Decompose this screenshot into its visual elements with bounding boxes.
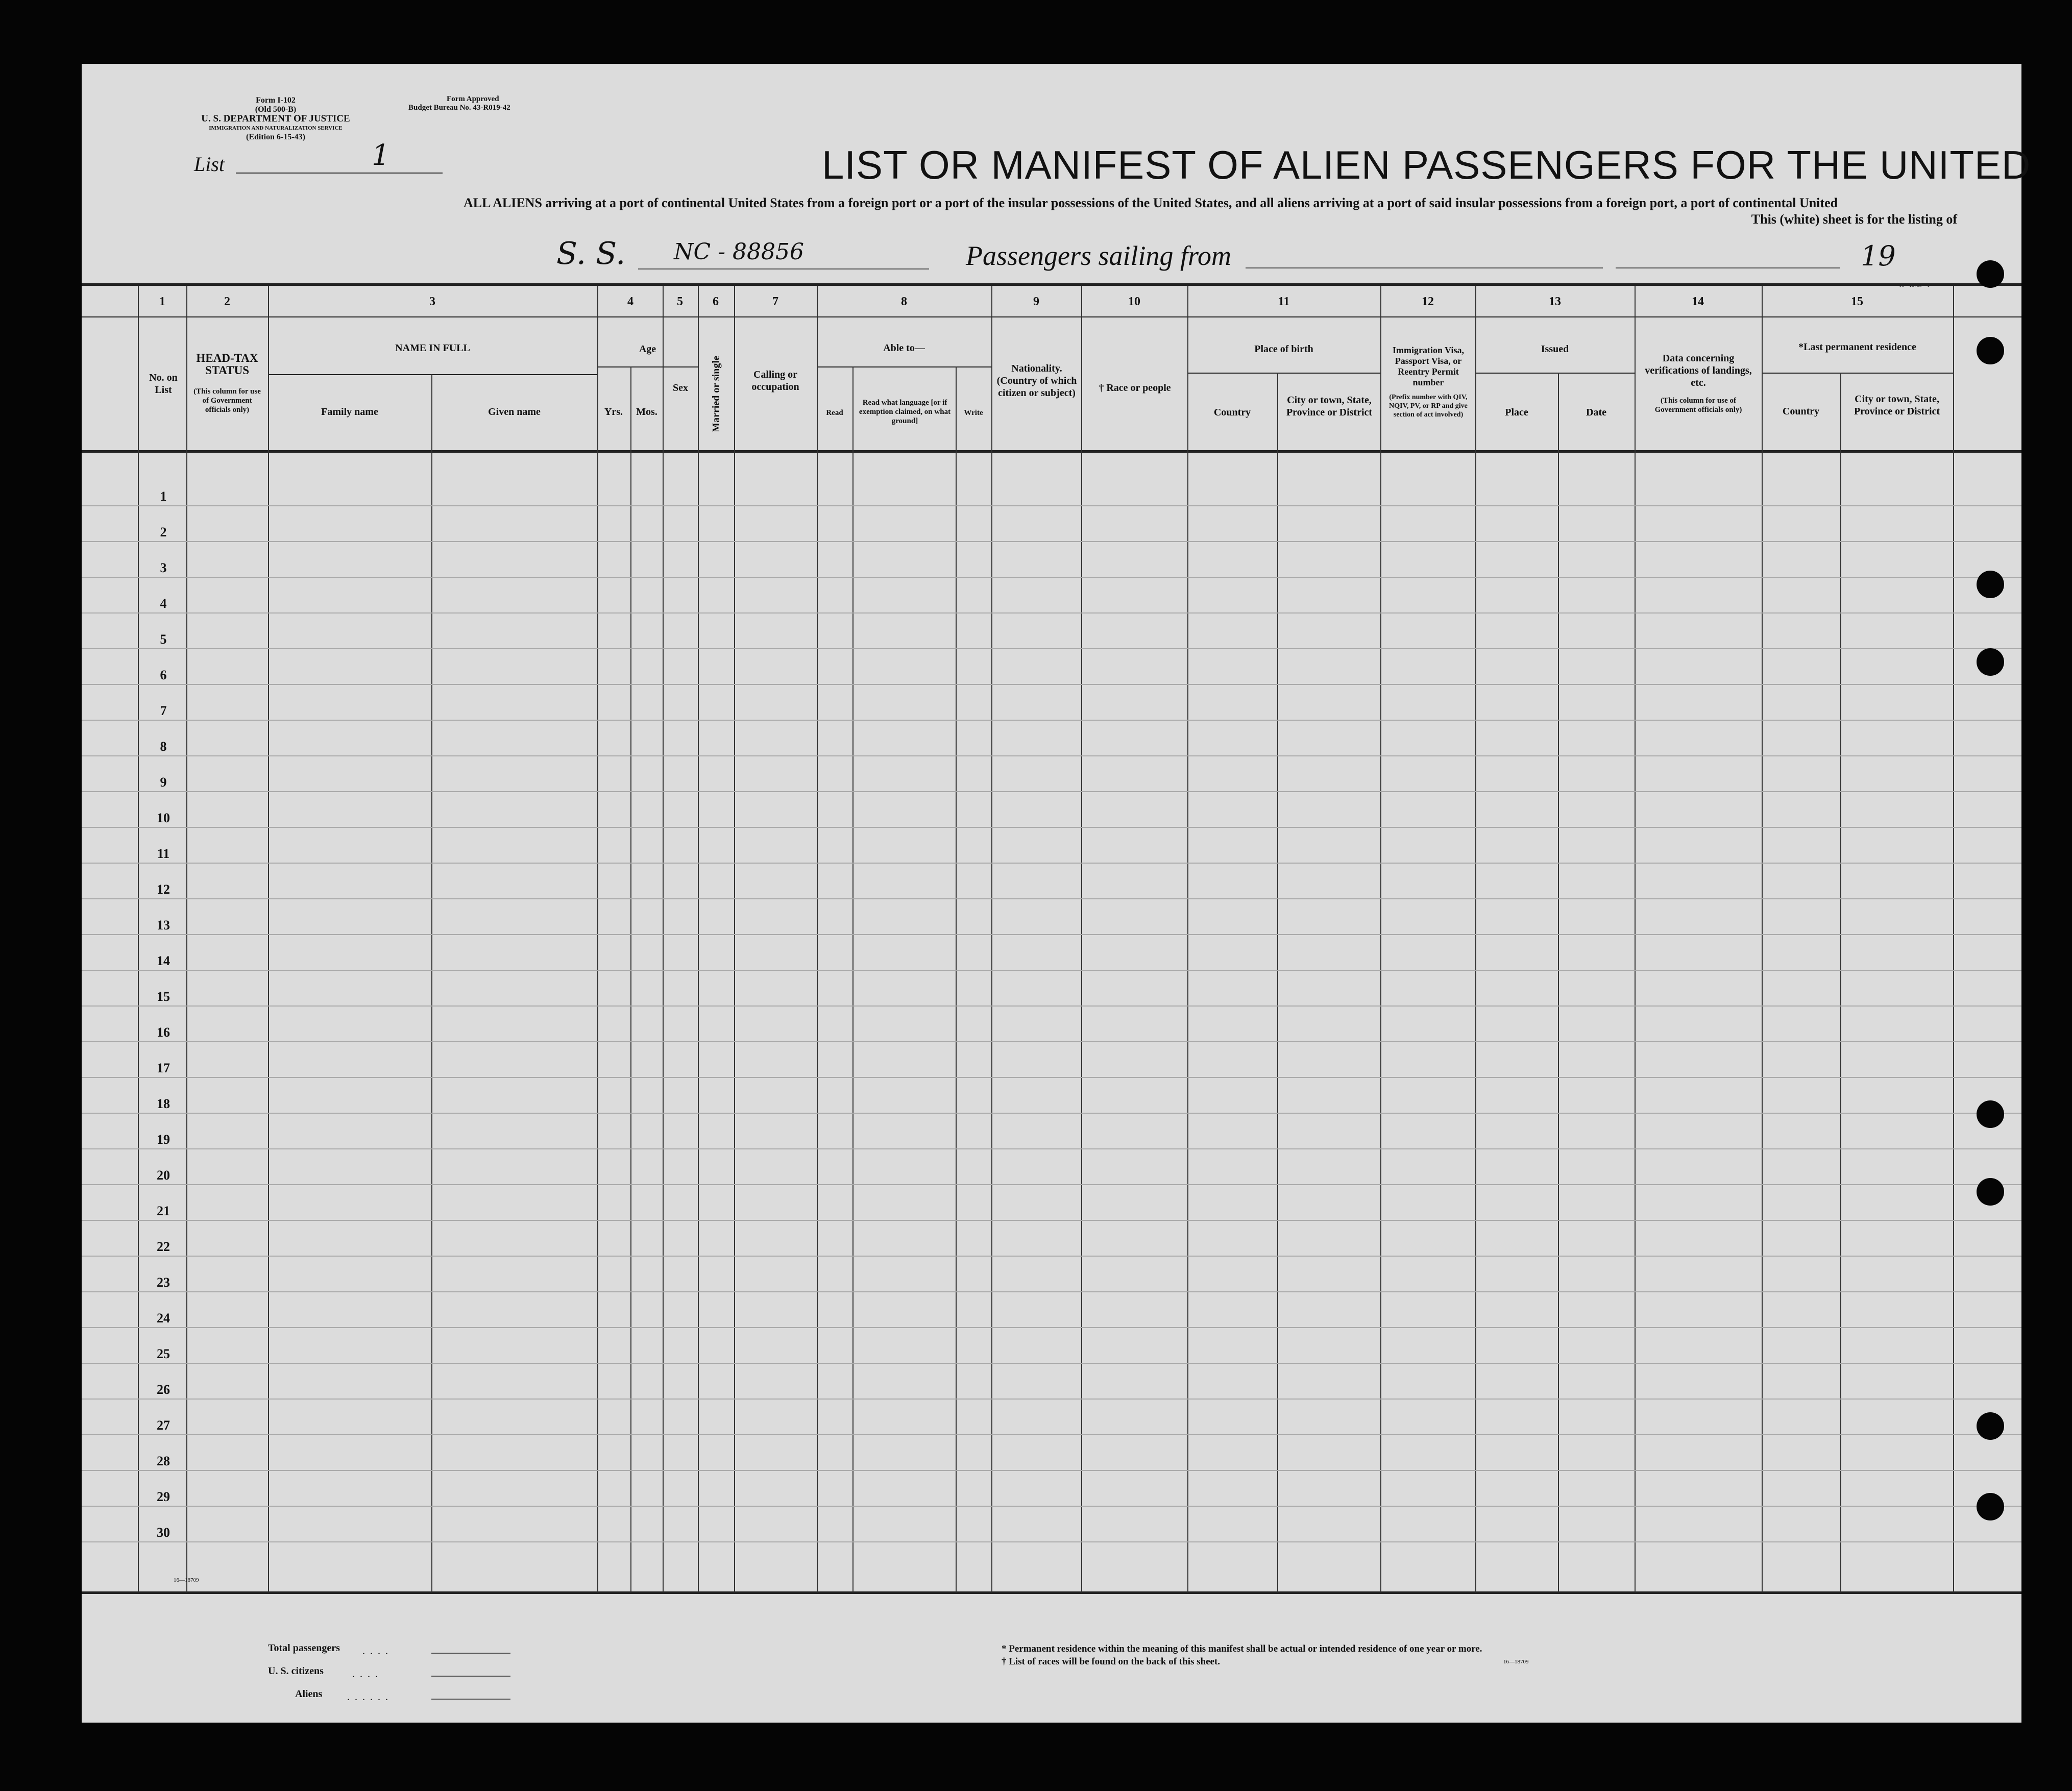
row-rule <box>82 1113 2021 1114</box>
form-header <box>168 96 383 142</box>
col-rule <box>991 286 992 1592</box>
row-number: 16 <box>157 1025 170 1040</box>
row-rule <box>82 505 2021 506</box>
col-rule <box>1762 286 1763 1592</box>
column-number: 13 <box>1549 295 1561 308</box>
col-rule <box>663 286 664 1592</box>
year-prefix: 19 <box>1861 240 1896 272</box>
row-rule <box>82 755 2021 756</box>
row-rule <box>82 720 2021 721</box>
table-top-rule <box>82 283 2021 286</box>
col-rule <box>1558 373 1559 1592</box>
leader-dots: .... <box>362 1646 393 1657</box>
service: IMMIGRATION AND NATURALIZATION SERVICE <box>209 125 343 131</box>
row-number: 19 <box>157 1132 170 1147</box>
budget-number: Budget Bureau No. 43-R019-42 <box>408 104 510 112</box>
header-name-in-full: NAME IN FULL <box>395 342 470 354</box>
row-number: 18 <box>157 1096 170 1111</box>
ship-prefix: S. S. <box>556 236 626 272</box>
col-rule <box>1475 286 1476 1592</box>
header-last-residence: *Last permanent residence <box>1798 341 1916 353</box>
issued-subheader-rule <box>1475 373 1635 374</box>
col-rule <box>431 374 432 1592</box>
form-number: Form I-102 <box>256 96 296 105</box>
header-calling-occupation: Calling or occupation <box>751 369 799 392</box>
header-bottom-rule <box>82 450 2021 453</box>
column-number: 15 <box>1851 295 1863 308</box>
row-number: 14 <box>157 953 170 968</box>
row-number: 23 <box>157 1275 170 1290</box>
row-rule <box>82 1363 2021 1364</box>
column-number: 5 <box>677 295 683 308</box>
age-subheader-rule <box>597 366 698 367</box>
header-no-on-list: No. on List <box>149 372 178 396</box>
sailing-from-label: Passengers sailing from <box>966 240 1232 271</box>
row-rule <box>82 1005 2021 1007</box>
row-number: 6 <box>160 668 167 682</box>
header-given-name: Given name <box>488 406 541 418</box>
row-rule <box>82 791 2021 792</box>
header-read-language: Read what language [or if exemption claimed, on what ground] <box>859 399 951 425</box>
header-issued-date: Date <box>1586 407 1606 418</box>
approval-block <box>408 95 562 112</box>
col-rule <box>1081 286 1082 1592</box>
col-rule <box>630 366 631 1592</box>
binder-hole <box>1977 337 2004 364</box>
row-rule <box>82 577 2021 578</box>
list-underline <box>236 173 443 174</box>
header-issued: Issued <box>1541 344 1569 355</box>
row-rule <box>82 1541 2021 1542</box>
row-number: 7 <box>160 703 167 718</box>
col-rule <box>817 286 818 1592</box>
row-rule <box>82 1327 2021 1328</box>
name-subheader-rule <box>268 374 597 375</box>
row-rule <box>82 612 2021 614</box>
column-number: 2 <box>224 295 230 308</box>
row-number: 26 <box>157 1382 170 1397</box>
department: U. S. DEPARTMENT OF JUSTICE <box>201 113 350 124</box>
header-residence-city: City or town, State, Province or District <box>1854 394 1940 417</box>
row-number: 2 <box>160 525 167 539</box>
row-rule <box>82 648 2021 649</box>
header-data-note: (This column for use of Government officials only) <box>1654 397 1742 414</box>
form-approved: Form Approved <box>447 95 499 103</box>
subtitle-line-2: This (white) sheet is for the listing of <box>1751 212 1957 227</box>
binder-hole <box>1977 1412 2004 1440</box>
column-number: 14 <box>1692 295 1704 308</box>
header-place-of-birth: Place of birth <box>1254 344 1313 355</box>
header-visa-note: (Prefix number with QIV, NQIV, PV, or RP and give section of act involved) <box>1389 394 1468 419</box>
row-rule <box>82 1184 2021 1185</box>
footnote-races: † List of races will be found on the back of this sheet. <box>1002 1656 1221 1667</box>
residence-subheader-rule <box>1762 373 1953 374</box>
ship-underline <box>638 268 929 269</box>
header-age-months: Mos. <box>636 406 657 418</box>
header-birth-city: City or town, State, Province or District <box>1286 395 1373 418</box>
aliens-label: Aliens <box>295 1688 323 1700</box>
row-rule <box>82 1148 2021 1149</box>
header-married-or-single: Married or single <box>711 356 722 432</box>
row-rule <box>82 970 2021 971</box>
row-rule <box>82 541 2021 542</box>
header-data-concerning: Data concerning verifications of landings, etc. <box>1645 353 1752 388</box>
binder-hole <box>1977 571 2004 598</box>
header-read: Read <box>826 409 843 417</box>
header-write: Write <box>964 409 983 417</box>
row-rule <box>82 1256 2021 1257</box>
total-passengers-field[interactable] <box>431 1653 510 1654</box>
row-rule <box>82 684 2021 685</box>
row-number: 28 <box>157 1454 170 1468</box>
column-number: 4 <box>627 295 633 308</box>
col-rule <box>734 286 735 1592</box>
row-number: 1 <box>160 489 167 504</box>
row-number: 30 <box>157 1525 170 1540</box>
header-nationality: Nationality. (Country of which citizen or subject) <box>996 363 1077 399</box>
ship-value: NC - 88856 <box>674 239 804 265</box>
us-citizens-label: U. S. citizens <box>268 1665 324 1677</box>
list-label: List <box>194 153 225 176</box>
binder-hole <box>1977 1178 2004 1206</box>
bottom-code: 16—18709 <box>174 1577 199 1583</box>
row-rule <box>82 898 2021 899</box>
leader-dots: .... <box>352 1669 383 1680</box>
col-rule <box>1277 373 1278 1592</box>
footer-code: 16—18709 <box>1503 1659 1529 1665</box>
row-number: 5 <box>160 632 167 647</box>
row-number: 21 <box>157 1204 170 1218</box>
row-rule <box>82 1077 2021 1078</box>
edition: (Edition 6-15-43) <box>246 133 305 141</box>
us-citizens-field[interactable] <box>431 1676 510 1677</box>
column-number: 1 <box>159 295 165 308</box>
binder-hole <box>1977 260 2004 288</box>
col-rule <box>1380 286 1381 1592</box>
binder-hole <box>1977 1493 2004 1520</box>
column-number: 9 <box>1033 295 1039 308</box>
col-rule <box>597 286 598 1592</box>
column-number: 10 <box>1128 295 1140 308</box>
able-subheader-rule <box>817 366 991 367</box>
manifest-sheet <box>82 64 2021 1723</box>
col-rule <box>1187 286 1188 1592</box>
col-rule <box>1840 373 1841 1592</box>
col-rule <box>138 286 139 1592</box>
subtitle-line-1: ALL ALIENS arriving at a port of continental United States from a foreign port or a port of the insular possessions of the United States, and all aliens arriving at a port of said insular possessions from a foreign port, a port of continental United <box>464 195 1838 210</box>
column-number-rule <box>82 316 2021 317</box>
row-number: 13 <box>157 918 170 933</box>
col-rule <box>956 366 957 1592</box>
row-number: 22 <box>157 1239 170 1254</box>
row-number: 12 <box>157 882 170 897</box>
row-number: 17 <box>157 1061 170 1075</box>
header-issued-place: Place <box>1505 407 1528 418</box>
row-rule <box>82 1291 2021 1292</box>
column-number: 6 <box>713 295 719 308</box>
footnote-residence: * Permanent residence within the meaning of this manifest shall be actual or intended residence of one year or more. <box>1002 1643 1482 1654</box>
column-number: 12 <box>1422 295 1434 308</box>
list-value: 1 <box>372 139 390 172</box>
row-number: 15 <box>157 989 170 1004</box>
table-bottom-rule <box>82 1591 2021 1594</box>
header-age: Age <box>639 344 656 355</box>
row-number: 10 <box>157 811 170 825</box>
header-race: † Race or people <box>1099 382 1171 394</box>
row-rule <box>82 1399 2021 1400</box>
col-rule <box>698 286 699 1592</box>
column-number: 11 <box>1278 295 1290 308</box>
row-rule <box>82 827 2021 828</box>
total-passengers-label: Total passengers <box>268 1642 340 1654</box>
column-number: 3 <box>429 295 435 308</box>
row-number: 20 <box>157 1168 170 1183</box>
row-rule <box>82 1506 2021 1507</box>
row-number: 3 <box>160 560 167 575</box>
col-rule <box>1953 286 1954 1592</box>
aliens-field[interactable] <box>431 1699 510 1700</box>
row-number: 4 <box>160 596 167 611</box>
column-number: 8 <box>901 295 907 308</box>
row-number: 8 <box>160 739 167 754</box>
row-rule <box>82 1434 2021 1435</box>
binder-hole <box>1977 1100 2004 1128</box>
row-number: 25 <box>157 1346 170 1361</box>
binder-hole <box>1977 648 2004 676</box>
manifest-title: LIST OR MANIFEST OF ALIEN PASSENGERS FOR THE UNITED <box>822 142 2031 187</box>
header-age-years: Yrs. <box>604 406 623 418</box>
col-rule <box>268 286 269 1592</box>
row-rule <box>82 934 2021 935</box>
header-sex: Sex <box>673 382 688 394</box>
row-rule <box>82 1041 2021 1042</box>
row-rule <box>82 1470 2021 1471</box>
col-rule <box>852 366 854 1592</box>
row-number: 24 <box>157 1311 170 1326</box>
sailing-from-underline <box>1246 267 1603 268</box>
row-rule <box>82 1220 2021 1221</box>
row-number: 11 <box>157 846 170 861</box>
header-head-tax-note: (This column for use of Government officials only) <box>193 387 261 414</box>
form-old-number: (Old 500-B) <box>255 105 297 114</box>
header-head-tax: HEAD-TAX STATUS <box>196 352 258 377</box>
col-rule <box>1635 286 1636 1592</box>
date-underline <box>1616 267 1840 268</box>
birth-subheader-rule <box>1187 373 1380 374</box>
row-number: 29 <box>157 1489 170 1504</box>
leader-dots: ...... <box>347 1691 393 1703</box>
column-number: 7 <box>772 295 778 308</box>
header-residence-country: Country <box>1782 406 1820 417</box>
header-visa: Immigration Visa, Passport Visa, or Reentry Permit number <box>1392 345 1464 387</box>
header-birth-country: Country <box>1213 407 1251 418</box>
header-able-to: Able to— <box>883 342 925 354</box>
row-number: 27 <box>157 1418 170 1433</box>
row-number: 9 <box>160 775 167 790</box>
header-family-name: Family name <box>321 406 378 418</box>
col-rule <box>186 286 187 1592</box>
row-rule <box>82 863 2021 864</box>
